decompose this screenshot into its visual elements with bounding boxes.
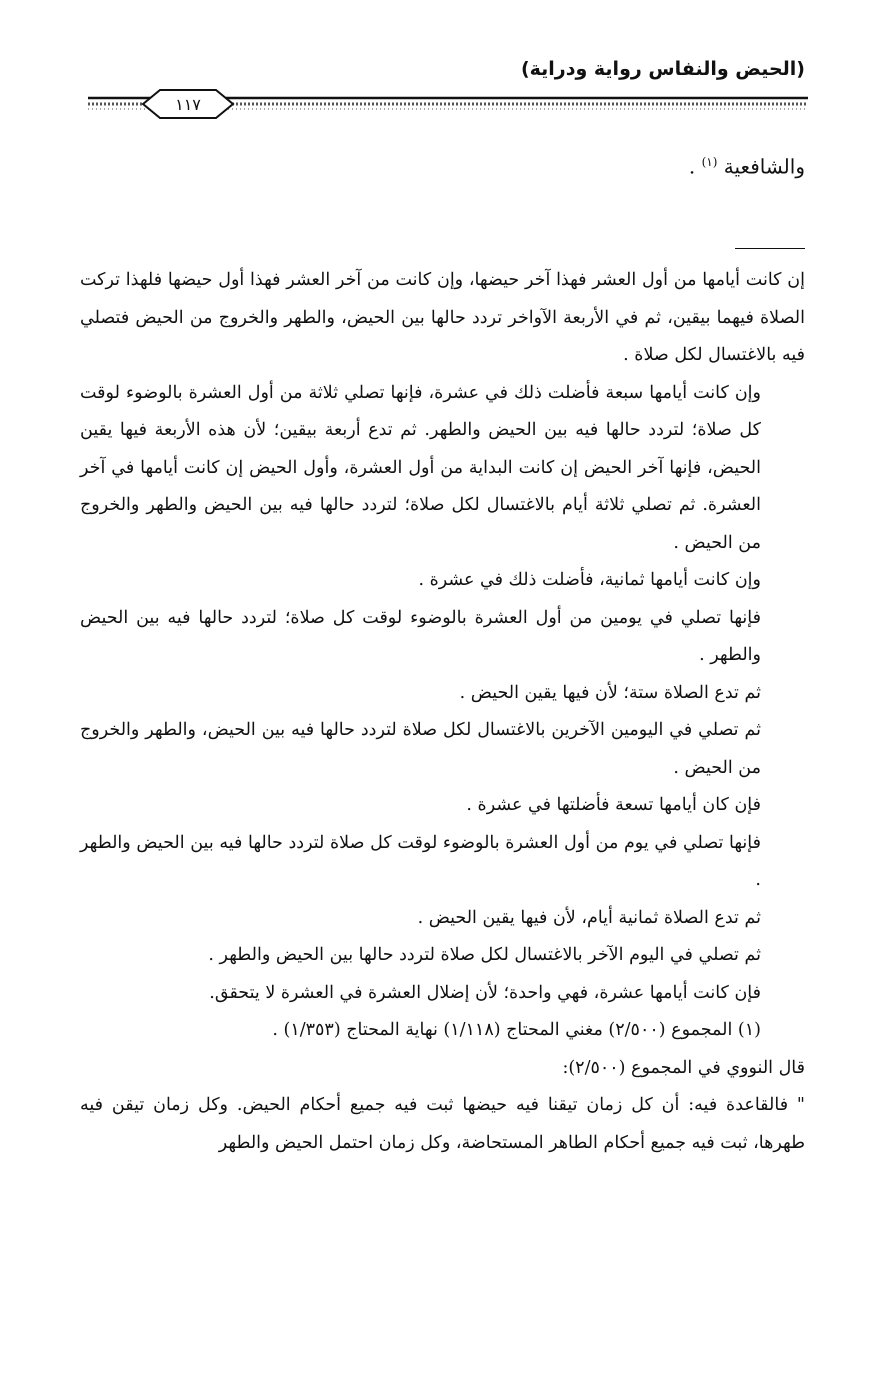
footnote-paragraph: ثم تدع الصلاة ستة؛ لأن فيها يقين الحيض . <box>459 682 761 703</box>
main-text-end: . <box>688 154 696 179</box>
main-text-body: والشافعية <box>723 154 805 179</box>
footnote-paragraph: فإنها تصلي في يوم من أول العشرة بالوضوء لوقت كل صلاة لتردد حالها فيه بين الحيض والطهر . <box>80 832 761 890</box>
footnotes <box>80 262 805 1162</box>
footnote-paragraph: فإنها تصلي في يومين من أول العشرة بالوضوء لوقت كل صلاة؛ لتردد حالها فيه بين الحيض والطهر . <box>80 607 761 665</box>
footnote-paragraph: ثم تصلي في اليوم الآخر بالاغتسال لكل صلاة لتردد حالها بين الحيض والطهر . <box>208 945 761 965</box>
footnote-paragraph: قال النووي في المجموع (٢/٥٠٠): <box>562 1057 805 1078</box>
footnote-paragraph: فإن كانت أيامها عشرة، فهي واحدة؛ لأن إضلال العشرة في العشرة لا يتحقق. <box>209 982 761 1003</box>
footnote-paragraph: وإن كانت أيامها سبعة فأضلت ذلك في عشرة، فإنها تصلي ثلاثة من أول العشرة بالوضوء لوقت كل صلاة؛ لتردد حالها فيه بين الحيض والطهر. ثم تدع أربعة بيقين؛ لأن هذه الأربعة فيها يقين الحيض، فإنها آخر الحيض إن كانت البداية من أول العشرة، وأول الحيض إن كانت أيامها في آخر العشرة. ثم تصلي ثلاثة أيام بالاغتسال لكل صلاة؛ لتردد حالها فيه بين الحيض والطهر والخروج من الحيض . <box>80 382 761 553</box>
footnote-quote: " فالقاعدة فيه: أن كل زمان تيقنا فيه حيضها ثبت فيه جميع أحكام الحيض. وكل زمان تيقن فيه طهرها، ثبت فيه جميع أحكام الطاهر المستحاضة، وكل زمان احتمل الحيض والطهر <box>80 1095 805 1153</box>
footnote-separator <box>735 248 805 249</box>
page-number: ١١٧ <box>175 95 201 114</box>
header-rule <box>88 84 808 124</box>
footnote-paragraph: وإن كانت أيامها ثمانية، فأضلت ذلك في عشرة . <box>418 570 761 590</box>
footnote-citation: (١) المجموع (٢/٥٠٠) مغني المحتاج (١/١١٨) نهاية المحتاج (١/٣٥٣) . <box>272 1020 761 1040</box>
footnote-paragraph: ثم تصلي في اليومين الآخرين بالاغتسال لكل صلاة لتردد حالها فيه بين الحيض، والطهر والخروج من الحيض . <box>80 720 761 778</box>
running-title: (الحيض والنفاس رواية ودراية) <box>520 58 805 80</box>
footnote-paragraph: إن كانت أيامها من أول العشر فهذا آخر حيضها، وإن كانت من آخر العشر فهذا أول حيضها فلهذا تركت الصلاة فيهما بيقين، ثم في الأربعة الآواخر تردد حالها بين الحيض، والطهر والخروج من الحيض فتصلي فيه بالاغتسال لكل صلاة . <box>80 270 805 365</box>
footnote-paragraph: ثم تدع الصلاة ثمانية أيام، لأن فيها يقين الحيض . <box>417 907 761 928</box>
footnote-ref: (١) <box>701 155 718 169</box>
footnote-paragraph: فإن كان أيامها تسعة فأضلتها في عشرة . <box>466 795 761 815</box>
main-text <box>85 140 805 189</box>
